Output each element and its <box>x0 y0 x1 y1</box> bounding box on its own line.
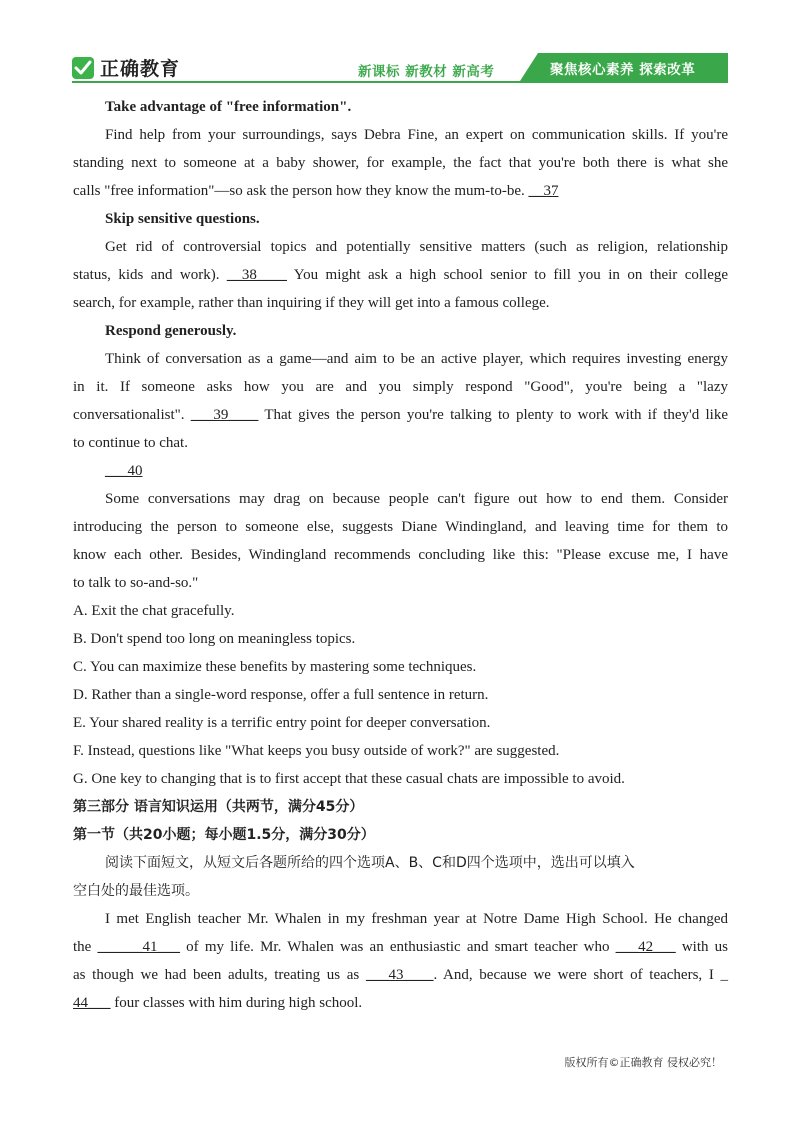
option-b: B. Don't spend too long on meaningless topics. <box>73 631 356 647</box>
blank-38: __38____ <box>226 267 287 283</box>
passage-text: as though we had been adults, treating us as <box>73 967 360 983</box>
banner-text: 聚焦核心素养 探索改革 <box>550 62 696 78</box>
paragraph-line: search, for example, rather than inquiring if they will get into a famous college. <box>73 295 550 311</box>
paragraph-text: calls "free information"—so ask the person how they know the mum-to-be. <box>73 183 525 199</box>
passage-line <box>73 964 728 986</box>
header-divider <box>72 81 728 83</box>
option-d: D. Rather than a single-word response, offer a full sentence in return. <box>73 687 489 703</box>
instructions-line: 空白处的最佳选项。 <box>73 883 199 899</box>
passage-line: I met English teacher Mr. Whalen in my freshman year at Notre Dame High School. He changed <box>105 911 728 927</box>
paragraph-line <box>73 264 728 286</box>
page-header <box>0 0 800 90</box>
paragraph-line: standing next to someone at a baby shower, for example, the fact that you're both there is what she <box>73 155 728 171</box>
paragraph-line: Think of conversation as a game—and aim to be an active player, which requires investing energy <box>105 351 728 367</box>
heading-respond-generously: Respond generously. <box>105 323 237 339</box>
blank-44: 44___ <box>73 995 111 1011</box>
passage-text: four classes with him during high school. <box>114 995 363 1011</box>
subsection-heading: 第一节（共20小题；每小题1.5分，满分30分） <box>73 827 375 843</box>
blank-37: __37 <box>528 183 559 199</box>
blank-43: ___43____ <box>365 967 434 983</box>
passage-text: . And, because we were short of teachers, I _ <box>433 967 729 983</box>
logo-text: 正确教育 <box>100 58 181 80</box>
paragraph-line: to continue to chat. <box>73 435 188 451</box>
passage-line <box>73 936 728 958</box>
paragraph-text: You might ask a high school senior to fill you in on their college <box>293 267 729 283</box>
passage-text: of my life. Mr. Whalen was an enthusiastic and smart teacher who <box>186 939 610 955</box>
heading-skip-sensitive: Skip sensitive questions. <box>105 211 260 227</box>
paragraph-line: Get rid of controversial topics and potentially sensitive matters (such as religion, relationship <box>105 239 728 255</box>
paragraph-text: conversationalist". <box>73 407 185 423</box>
option-c: C. You can maximize these benefits by mastering some techniques. <box>73 659 477 675</box>
header-tagline: 新课标 新教材 新高考 <box>358 64 495 80</box>
paragraph-line <box>73 404 728 426</box>
checkmark-icon <box>72 57 94 79</box>
copyright-footer: 版权所有©正确教育 侵权必究！ <box>564 1056 722 1069</box>
option-e: E. Your shared reality is a terrific entry point for deeper conversation. <box>73 715 491 731</box>
brand-logo <box>72 54 180 81</box>
paragraph-line: introducing the person to someone else, suggests Diane Windingland, and leaving time for them to <box>73 519 728 535</box>
passage-text: the <box>73 939 92 955</box>
header-banner <box>520 53 728 81</box>
blank-40: ___40 <box>105 463 143 479</box>
paragraph-line: Some conversations may drag on because people can't figure out how to end them. Consider <box>105 491 728 507</box>
passage-line <box>73 992 362 1014</box>
paragraph-line: Find help from your surroundings, says Debra Fine, an expert on communication skills. If you're <box>105 127 728 143</box>
paragraph-line: in it. If someone asks how you are and you simply respond "Good", you're being a "lazy <box>73 379 728 395</box>
blank-39: ___39____ <box>190 407 259 423</box>
paragraph-line <box>73 180 558 202</box>
paragraph-text: status, kids and work). <box>73 267 220 283</box>
paragraph-line: know each other. Besides, Windingland recommends concluding like this: "Please excuse me, I have <box>73 547 728 563</box>
blank-42: ___42___ <box>615 939 676 955</box>
option-f: F. Instead, questions like "What keeps you busy outside of work?" are suggested. <box>73 743 560 759</box>
blank-41: ______41___ <box>97 939 180 955</box>
section-heading: 第三部分 语言知识运用（共两节，满分45分） <box>73 799 364 815</box>
paragraph-line: to talk to so-and-so." <box>73 575 199 591</box>
passage-text: with us <box>681 939 729 955</box>
option-a: A. Exit the chat gracefully. <box>73 603 235 619</box>
instructions-line: 阅读下面短文，从短文后各题所给的四个选项A、B、C和D四个选项中，选出可以填入 <box>105 855 635 871</box>
heading-free-information: Take advantage of "free information". <box>105 99 352 115</box>
option-g: G. One key to changing that is to first accept that these casual chats are impossible to avoid. <box>73 771 625 787</box>
paragraph-text: That gives the person you're talking to plenty to work with if they'd like <box>264 407 728 423</box>
